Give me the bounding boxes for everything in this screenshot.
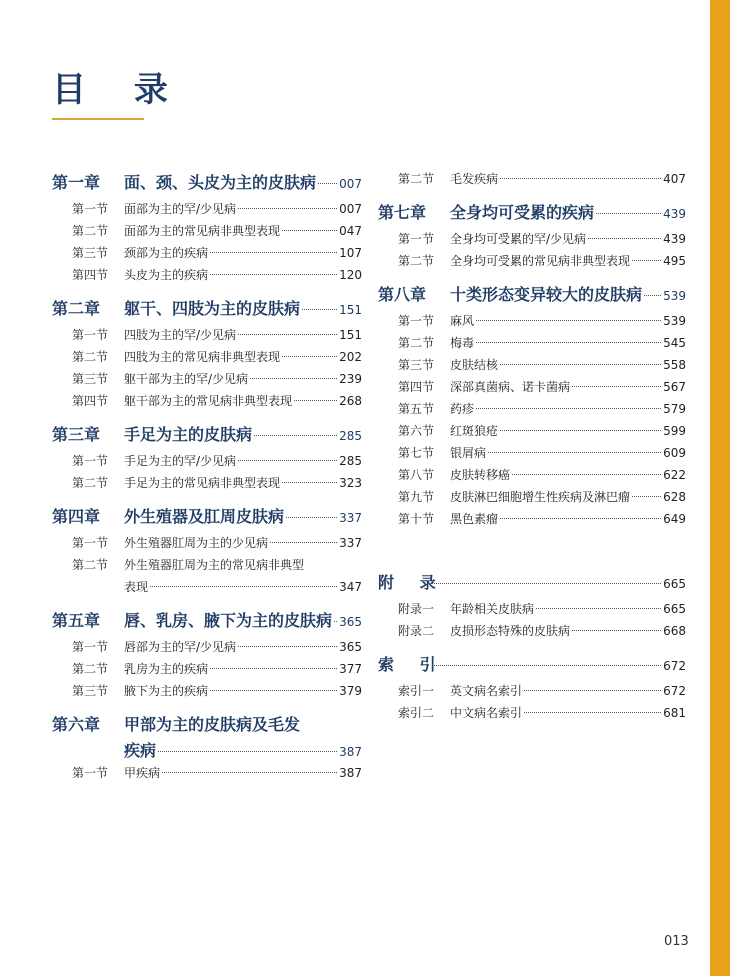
section-page: 407 (663, 172, 686, 186)
toc-section[interactable] (52, 392, 362, 414)
toc-section[interactable] (378, 422, 686, 444)
dot-leader (524, 712, 661, 713)
chapter-page: 151 (339, 303, 362, 317)
section-page: 558 (663, 358, 686, 372)
chapter-page: 007 (339, 177, 362, 191)
section-label: 第十节 (398, 512, 435, 526)
page-number: 013 (664, 934, 689, 949)
section-title: 皮肤淋巴细胞增生性疾病及淋巴瘤 (450, 490, 631, 504)
toc-section[interactable] (52, 370, 362, 392)
section-page: 622 (663, 468, 686, 482)
dot-leader (210, 252, 337, 253)
section-label: 第一节 (72, 328, 109, 342)
dot-leader (238, 334, 337, 335)
toc-section[interactable] (378, 510, 686, 532)
section-title-continuation (124, 578, 362, 600)
section-title: 头皮为主的疾病 (124, 268, 209, 282)
toc-appendix-item[interactable] (378, 622, 686, 644)
dot-leader (500, 430, 661, 431)
dot-leader (302, 309, 337, 310)
chapter-page: 285 (339, 429, 362, 443)
section-page: 285 (339, 454, 362, 468)
dot-leader (294, 400, 337, 401)
chapter-title: 全身均可受累的疾病 (450, 203, 595, 222)
toc-section[interactable] (52, 474, 362, 496)
section-label: 第三节 (72, 372, 109, 386)
dot-leader (250, 378, 337, 379)
index-item-title: 中文病名索引 (450, 706, 523, 720)
section-title: 麻风 (450, 314, 475, 328)
chapter-page: 365 (339, 615, 362, 629)
section-title: 手足为主的罕/少见病 (124, 454, 237, 468)
dot-leader (282, 356, 337, 357)
section-label: 第九节 (398, 490, 435, 504)
section-page: 047 (339, 224, 362, 238)
section-title-line2: 表现 (124, 580, 149, 594)
section-label: 第一节 (398, 314, 435, 328)
section-label: 第一节 (72, 766, 109, 780)
section-title: 药疹 (450, 402, 475, 416)
toc-section[interactable] (378, 230, 686, 252)
section-title: 深部真菌病、诺卡菌病 (450, 380, 571, 394)
section-label: 第二节 (72, 558, 109, 572)
toc-section[interactable] (52, 326, 362, 348)
section-title: 毛发疾病 (450, 172, 499, 186)
appendix-page: 665 (663, 577, 686, 591)
appendix-item-label: 附录二 (398, 624, 435, 638)
section-title: 面部为主的罕/少见病 (124, 202, 237, 216)
section-page: 609 (663, 446, 686, 460)
section-page: 579 (663, 402, 686, 416)
section-label: 第三节 (72, 246, 109, 260)
section-label: 第八节 (398, 468, 435, 482)
section-title: 全身均可受累的罕/少见病 (450, 232, 587, 246)
index-item-page: 672 (663, 684, 686, 698)
section-page: 599 (663, 424, 686, 438)
toc-index[interactable] (378, 652, 686, 682)
section-title: 皮肤结核 (450, 358, 499, 372)
dot-leader (158, 751, 337, 752)
toc-left-column (52, 170, 362, 786)
dot-leader (432, 583, 661, 584)
chapter-label: 第四章 (52, 507, 101, 526)
toc-chapter[interactable] (52, 422, 362, 452)
section-page: 387 (339, 766, 362, 780)
dot-leader (536, 608, 661, 609)
dot-leader (162, 772, 337, 773)
index-item-label: 索引一 (398, 684, 435, 698)
toc-chapter[interactable] (378, 282, 686, 312)
dot-leader (432, 665, 661, 666)
chapter-label: 第三章 (52, 425, 101, 444)
toc-section[interactable] (52, 638, 362, 660)
dot-leader (238, 208, 337, 209)
section-title: 颈部为主的疾病 (124, 246, 209, 260)
dot-leader (238, 460, 337, 461)
toc-chapter[interactable] (52, 608, 362, 638)
appendix-label: 附 录 (378, 573, 446, 592)
dot-leader (644, 295, 661, 296)
section-label: 第五节 (398, 402, 435, 416)
toc-section[interactable] (378, 334, 686, 356)
section-label: 第三节 (398, 358, 435, 372)
appendix-item-title: 皮损形态特殊的皮肤病 (450, 624, 571, 638)
dot-leader (270, 542, 337, 543)
toc-section[interactable] (52, 200, 362, 222)
section-page: 545 (663, 336, 686, 350)
toc-index-item[interactable] (378, 682, 686, 704)
section-label: 第一节 (398, 232, 435, 246)
toc-section[interactable] (378, 312, 686, 334)
chapter-title: 十类形态变异较大的皮肤病 (450, 285, 643, 304)
toc-index-item[interactable] (378, 704, 686, 726)
toc-appendix[interactable] (378, 570, 686, 600)
toc-section[interactable] (52, 222, 362, 244)
section-title: 躯干部为主的罕/少见病 (124, 372, 249, 386)
section-page: 649 (663, 512, 686, 526)
toc-appendix-item[interactable] (378, 600, 686, 622)
dot-leader (254, 435, 337, 436)
section-title: 红斑狼疮 (450, 424, 499, 438)
dot-leader (588, 238, 661, 239)
chapter-title: 外生殖器及肛周皮肤病 (124, 507, 285, 526)
index-page: 672 (663, 659, 686, 673)
dot-leader (476, 408, 661, 409)
toc-chapter[interactable] (52, 712, 362, 764)
toc-section[interactable] (52, 556, 362, 600)
dot-leader (150, 586, 337, 587)
chapter-title-continuation (124, 738, 362, 764)
toc-section[interactable] (52, 452, 362, 474)
dot-leader (524, 690, 661, 691)
dot-leader (500, 364, 661, 365)
section-page: 377 (339, 662, 362, 676)
section-page: 337 (339, 536, 362, 550)
section-label: 第四节 (72, 268, 109, 282)
toc-section[interactable] (378, 252, 686, 274)
dot-leader (572, 386, 661, 387)
dot-leader (210, 690, 337, 691)
dot-leader (572, 630, 661, 631)
chapter-page: 337 (339, 511, 362, 525)
toc-section[interactable] (52, 348, 362, 370)
toc-chapter[interactable] (52, 504, 362, 534)
dot-leader (500, 178, 661, 179)
section-page: 567 (663, 380, 686, 394)
section-label: 第一节 (72, 536, 109, 550)
section-title: 乳房为主的疾病 (124, 662, 209, 676)
section-title: 银屑病 (450, 446, 487, 460)
toc-section[interactable] (52, 266, 362, 288)
chapter-label: 第一章 (52, 173, 101, 192)
section-title: 面部为主的常见病非典型表现 (124, 224, 281, 238)
section-label: 第二节 (72, 350, 109, 364)
toc-chapter[interactable] (52, 296, 362, 326)
dot-leader (596, 213, 661, 214)
dot-leader (632, 496, 661, 497)
section-page: 202 (339, 350, 362, 364)
section-page: 268 (339, 394, 362, 408)
chapter-title-lines (124, 712, 362, 764)
dot-leader (238, 646, 337, 647)
toc-section[interactable] (378, 444, 686, 466)
section-label: 第二节 (72, 224, 109, 238)
section-title: 甲疾病 (124, 766, 161, 780)
section-page: 007 (339, 202, 362, 216)
section-page: 495 (663, 254, 686, 268)
appendix-item-title: 年龄相关皮肤病 (450, 602, 535, 616)
section-label: 第四节 (72, 394, 109, 408)
section-label: 第六节 (398, 424, 435, 438)
section-title: 黑色素瘤 (450, 512, 499, 526)
section-label: 第二节 (398, 172, 435, 186)
dot-leader (476, 320, 661, 321)
section-title: 四肢为主的常见病非典型表现 (124, 350, 281, 364)
index-item-page: 681 (663, 706, 686, 720)
toc-section[interactable] (378, 466, 686, 488)
toc-section[interactable] (52, 660, 362, 682)
chapter-label: 第五章 (52, 611, 101, 630)
section-title: 手足为主的常见病非典型表现 (124, 476, 281, 490)
section-page: 239 (339, 372, 362, 386)
toc-section[interactable] (52, 764, 362, 786)
section-label: 第一节 (72, 202, 109, 216)
section-title: 全身均可受累的常见病非典型表现 (450, 254, 631, 268)
spacer (378, 532, 686, 562)
dot-leader (334, 621, 337, 622)
toc-section[interactable] (378, 400, 686, 422)
chapter-page: 439 (663, 207, 686, 221)
toc-section[interactable] (378, 356, 686, 378)
section-title: 躯干部为主的常见病非典型表现 (124, 394, 293, 408)
section-title: 外生殖器肛周为主的少见病 (124, 536, 269, 550)
section-page: 628 (663, 490, 686, 504)
chapter-page: 387 (339, 745, 362, 759)
section-page: 365 (339, 640, 362, 654)
toc-chapter[interactable] (378, 200, 686, 230)
section-label: 第一节 (72, 640, 109, 654)
section-label: 第二节 (72, 476, 109, 490)
toc-section[interactable] (52, 534, 362, 556)
chapter-title: 手足为主的皮肤病 (124, 425, 253, 444)
toc-section[interactable] (378, 170, 686, 192)
index-label: 索 引 (378, 655, 446, 674)
appendix-item-label: 附录一 (398, 602, 435, 616)
section-label: 第三节 (72, 684, 109, 698)
section-title: 皮肤转移癌 (450, 468, 511, 482)
dot-leader (512, 474, 661, 475)
section-label: 第七节 (398, 446, 435, 460)
section-title-lines (124, 556, 362, 600)
section-label: 第四节 (398, 380, 435, 394)
dot-leader (318, 183, 337, 184)
section-page: 120 (339, 268, 362, 282)
dot-leader (632, 260, 661, 261)
chapter-title-line2: 疾病 (124, 741, 157, 760)
section-label: 第一节 (72, 454, 109, 468)
section-page: 107 (339, 246, 362, 260)
chapter-title: 甲部为主的皮肤病及毛发 (124, 715, 301, 734)
chapter-label: 第二章 (52, 299, 101, 318)
appendix-item-page: 668 (663, 624, 686, 638)
dot-leader (282, 482, 337, 483)
title-underline (52, 118, 144, 120)
section-page: 539 (663, 314, 686, 328)
section-label: 第二节 (398, 336, 435, 350)
dot-leader (286, 517, 337, 518)
section-page: 151 (339, 328, 362, 342)
toc-section[interactable] (52, 682, 362, 704)
toc-right-column (378, 170, 686, 726)
dot-leader (500, 518, 661, 519)
dot-leader (282, 230, 337, 231)
appendix-item-page: 665 (663, 602, 686, 616)
index-item-title: 英文病名索引 (450, 684, 523, 698)
section-page: 379 (339, 684, 362, 698)
chapter-label: 第七章 (378, 203, 427, 222)
dot-leader (476, 342, 661, 343)
dot-leader (488, 452, 661, 453)
toc-section[interactable] (378, 378, 686, 400)
section-label: 第二节 (72, 662, 109, 676)
section-title: 四肢为主的罕/少见病 (124, 328, 237, 342)
dot-leader (210, 274, 337, 275)
chapter-title: 唇、乳房、腋下为主的皮肤病 (124, 611, 333, 630)
accent-side-bar (710, 0, 730, 976)
chapter-label: 第八章 (378, 285, 427, 304)
section-page: 323 (339, 476, 362, 490)
dot-leader (210, 668, 337, 669)
section-title: 梅毒 (450, 336, 475, 350)
page-title: 目 录 (52, 70, 186, 110)
toc-section[interactable] (52, 244, 362, 266)
chapter-page: 539 (663, 289, 686, 303)
section-title: 外生殖器肛周为主的常见病非典型 (124, 558, 305, 572)
chapter-title: 躯干、四肢为主的皮肤病 (124, 299, 301, 318)
toc-chapter[interactable] (52, 170, 362, 200)
chapter-title: 面、颈、头皮为主的皮肤病 (124, 173, 317, 192)
chapter-label: 第六章 (52, 715, 101, 734)
section-page: 347 (339, 580, 362, 594)
section-title: 腋下为主的疾病 (124, 684, 209, 698)
toc-section[interactable] (378, 488, 686, 510)
index-item-label: 索引二 (398, 706, 435, 720)
section-page: 439 (663, 232, 686, 246)
section-title: 唇部为主的罕/少见病 (124, 640, 237, 654)
section-label: 第二节 (398, 254, 435, 268)
